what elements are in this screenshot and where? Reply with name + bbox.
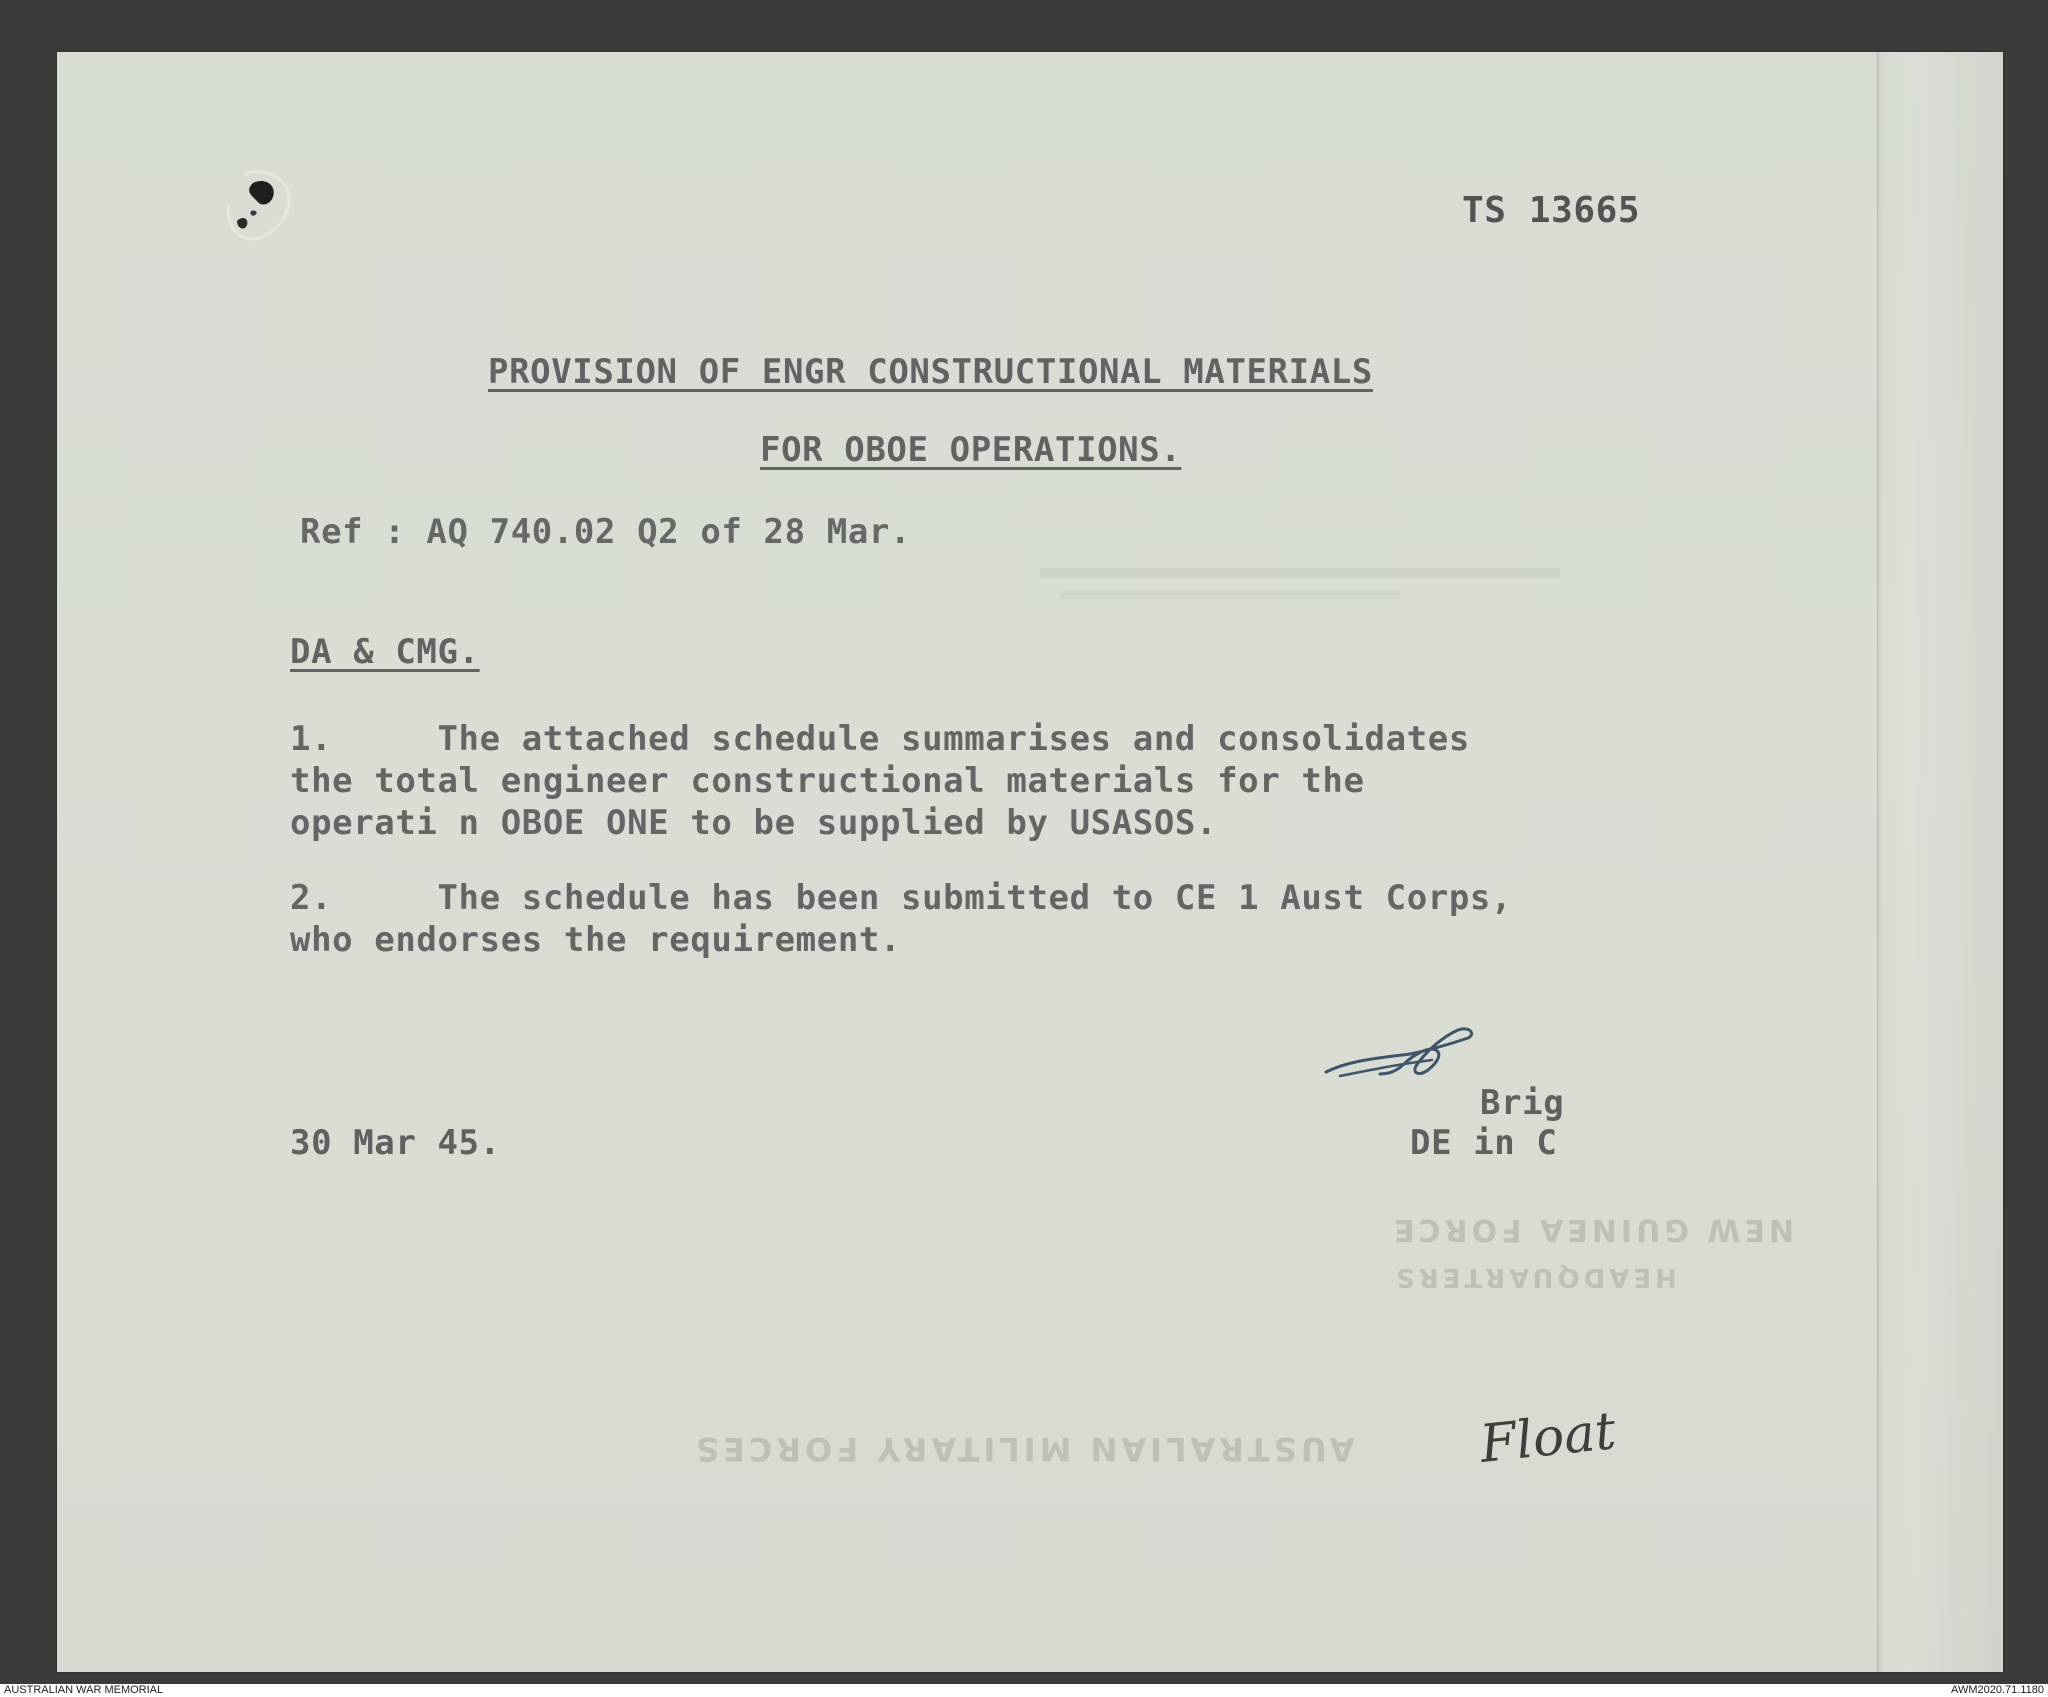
bleed-through-marks — [1000, 560, 1820, 620]
footer-bar — [0, 1684, 2048, 1697]
stamp-new-guinea-force: NEW GUINEA FORCE — [1390, 1212, 1795, 1247]
stamp-australian-military-forces: AUSTRALIAN MILITARY FORCES — [692, 1430, 1355, 1468]
document-date: 30 Mar 45. — [290, 1123, 501, 1163]
paragraph-1: 1. The attached schedule summarises and consolidates the total engineer constructional materials for the operati n OBOE ONE to be supplied by USASOS. — [290, 719, 1470, 843]
document-title-line1: PROVISION OF ENGR CONSTRUCTIONAL MATERIALS — [488, 352, 1373, 392]
reference-line: Ref : AQ 740.02 Q2 of 28 Mar. — [300, 512, 912, 552]
document-title-line2: FOR OBOE OPERATIONS. — [760, 430, 1182, 470]
document-paper — [57, 52, 2003, 1672]
stamp-headquarters: HEADQUARTERS — [1392, 1262, 1677, 1292]
document-reference-number: TS 13665 — [1462, 190, 1641, 231]
signature — [1320, 1020, 1480, 1090]
handwritten-note: Float — [1477, 1401, 1619, 1475]
addressee: DA & CMG. — [290, 632, 480, 672]
signatory-rank: Brig — [1480, 1083, 1565, 1123]
punch-hole-mark — [215, 165, 305, 255]
footer-institution: AUSTRALIAN WAR MEMORIAL — [4, 1684, 164, 1696]
paper-fold — [1877, 52, 2004, 1672]
signatory-appointment: DE in C — [1410, 1123, 1558, 1163]
footer-accession-number: AWM2020.71.1180 — [1951, 1684, 2044, 1696]
paragraph-2: 2. The schedule has been submitted to CE 1 Aust Corps, who endorses the requirement. — [290, 878, 1513, 960]
